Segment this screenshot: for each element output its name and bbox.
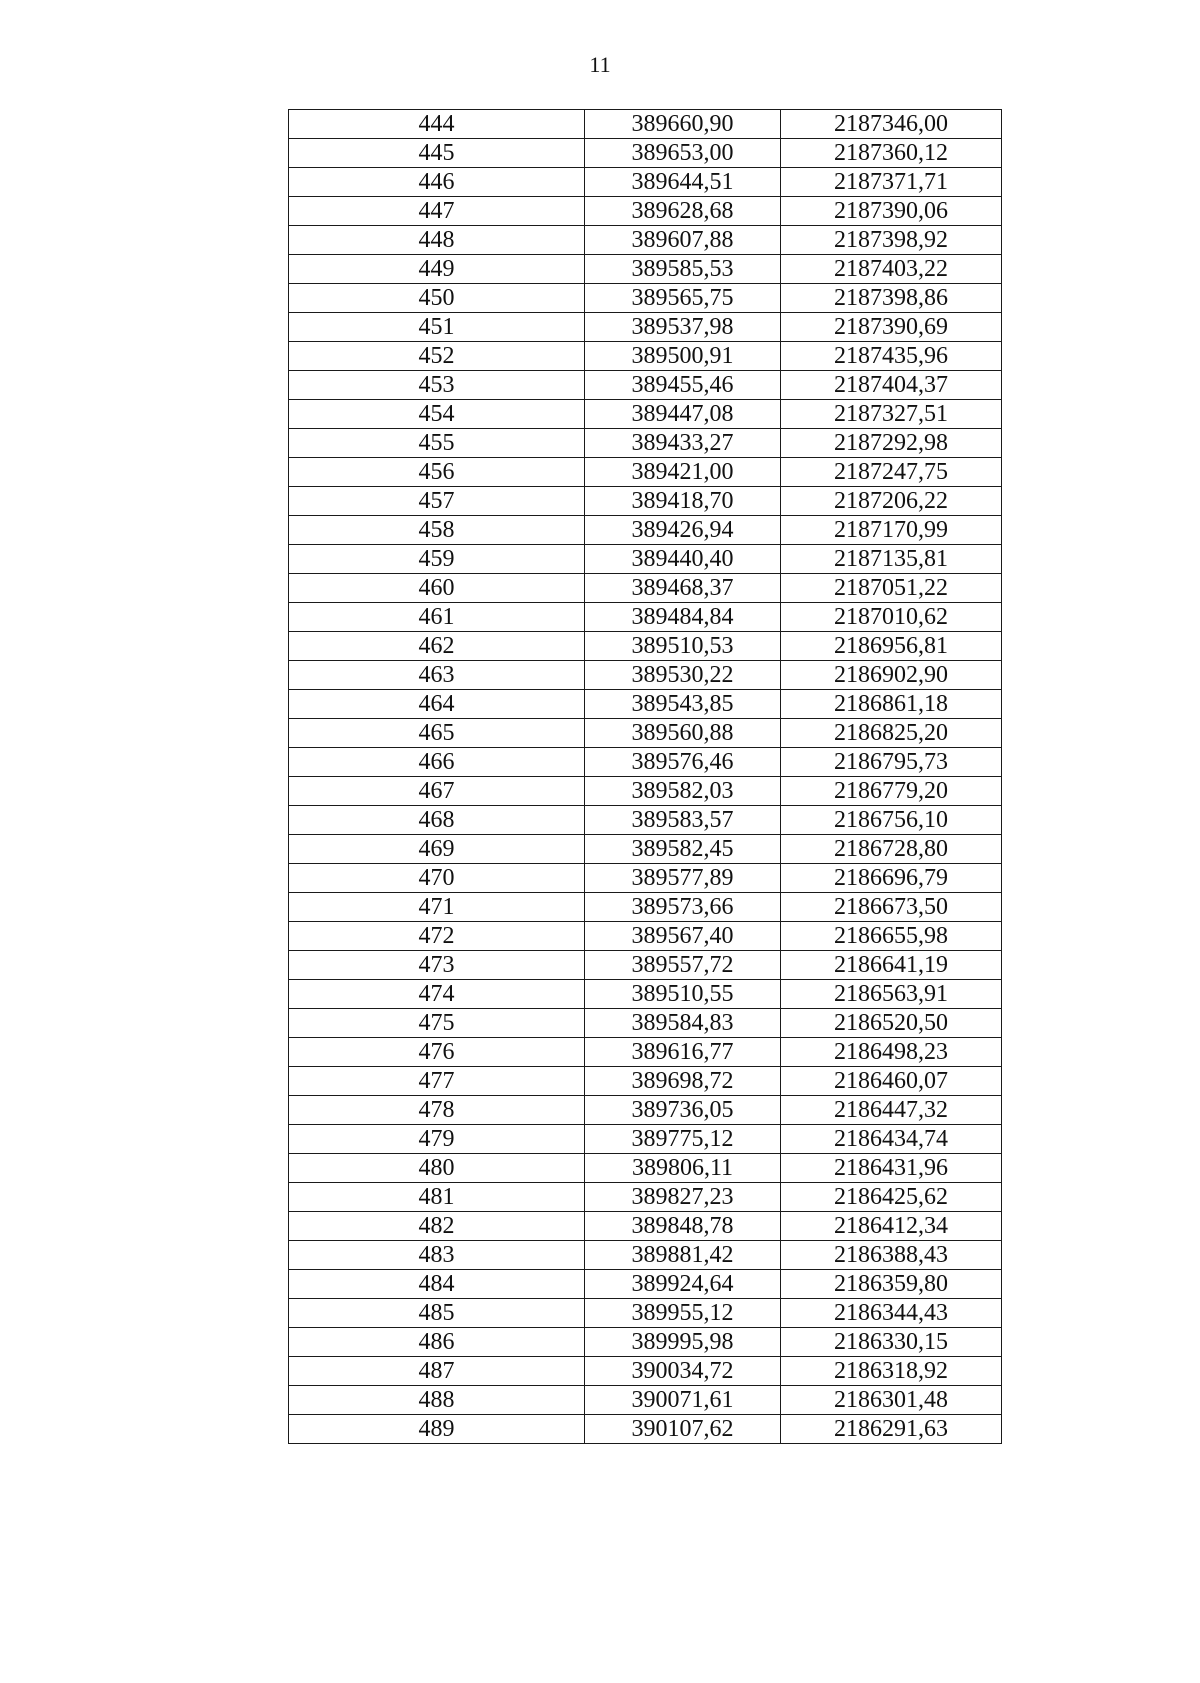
y-coordinate-cell: 2186655,98	[781, 922, 1002, 951]
point-number-cell: 478	[289, 1096, 585, 1125]
point-number-cell: 447	[289, 197, 585, 226]
y-coordinate-cell: 2187398,86	[781, 284, 1002, 313]
x-coordinate-cell: 389543,85	[585, 690, 781, 719]
point-number-cell: 474	[289, 980, 585, 1009]
x-coordinate-cell: 389510,55	[585, 980, 781, 1009]
y-coordinate-cell: 2186696,79	[781, 864, 1002, 893]
point-number-cell: 458	[289, 516, 585, 545]
x-coordinate-cell: 389848,78	[585, 1212, 781, 1241]
table-row	[289, 1154, 1002, 1183]
table-row	[289, 1386, 1002, 1415]
point-number-cell: 476	[289, 1038, 585, 1067]
y-coordinate-cell: 2186431,96	[781, 1154, 1002, 1183]
point-number-cell: 452	[289, 342, 585, 371]
table-row	[289, 893, 1002, 922]
x-coordinate-cell: 389577,89	[585, 864, 781, 893]
point-number-cell: 486	[289, 1328, 585, 1357]
x-coordinate-cell: 389447,08	[585, 400, 781, 429]
table-row	[289, 139, 1002, 168]
point-number-cell: 488	[289, 1386, 585, 1415]
table-row	[289, 516, 1002, 545]
point-number-cell: 451	[289, 313, 585, 342]
x-coordinate-cell: 389644,51	[585, 168, 781, 197]
point-number-cell: 456	[289, 458, 585, 487]
table-row	[289, 313, 1002, 342]
point-number-cell: 457	[289, 487, 585, 516]
table-row	[289, 661, 1002, 690]
table-row	[289, 748, 1002, 777]
x-coordinate-cell: 389433,27	[585, 429, 781, 458]
x-coordinate-cell: 389565,75	[585, 284, 781, 313]
y-coordinate-cell: 2186563,91	[781, 980, 1002, 1009]
table-row	[289, 719, 1002, 748]
point-number-cell: 450	[289, 284, 585, 313]
y-coordinate-cell: 2186301,48	[781, 1386, 1002, 1415]
table-row	[289, 980, 1002, 1009]
table-row	[289, 1415, 1002, 1444]
y-coordinate-cell: 2187170,99	[781, 516, 1002, 545]
y-coordinate-cell: 2186756,10	[781, 806, 1002, 835]
point-number-cell: 455	[289, 429, 585, 458]
table-row	[289, 400, 1002, 429]
x-coordinate-cell: 389995,98	[585, 1328, 781, 1357]
table-row	[289, 226, 1002, 255]
table-row	[289, 255, 1002, 284]
x-coordinate-cell: 390071,61	[585, 1386, 781, 1415]
table-row	[289, 284, 1002, 313]
x-coordinate-cell: 389560,88	[585, 719, 781, 748]
point-number-cell: 480	[289, 1154, 585, 1183]
y-coordinate-cell: 2187206,22	[781, 487, 1002, 516]
x-coordinate-cell: 389557,72	[585, 951, 781, 980]
x-coordinate-cell: 389582,45	[585, 835, 781, 864]
y-coordinate-cell: 2186412,34	[781, 1212, 1002, 1241]
x-coordinate-cell: 389584,83	[585, 1009, 781, 1038]
table-row	[289, 545, 1002, 574]
table-row	[289, 487, 1002, 516]
x-coordinate-cell: 389468,37	[585, 574, 781, 603]
y-coordinate-cell: 2187403,22	[781, 255, 1002, 284]
x-coordinate-cell: 389881,42	[585, 1241, 781, 1270]
point-number-cell: 472	[289, 922, 585, 951]
x-coordinate-cell: 389573,66	[585, 893, 781, 922]
x-coordinate-cell: 389583,57	[585, 806, 781, 835]
y-coordinate-cell: 2186779,20	[781, 777, 1002, 806]
x-coordinate-cell: 389537,98	[585, 313, 781, 342]
point-number-cell: 485	[289, 1299, 585, 1328]
y-coordinate-cell: 2187371,71	[781, 168, 1002, 197]
y-coordinate-cell: 2186344,43	[781, 1299, 1002, 1328]
x-coordinate-cell: 389736,05	[585, 1096, 781, 1125]
point-number-cell: 461	[289, 603, 585, 632]
coordinates-table	[288, 109, 1002, 1444]
y-coordinate-cell: 2186728,80	[781, 835, 1002, 864]
x-coordinate-cell: 390107,62	[585, 1415, 781, 1444]
y-coordinate-cell: 2187327,51	[781, 400, 1002, 429]
y-coordinate-cell: 2186330,15	[781, 1328, 1002, 1357]
point-number-cell: 481	[289, 1183, 585, 1212]
table-row	[289, 371, 1002, 400]
table-row	[289, 806, 1002, 835]
point-number-cell: 446	[289, 168, 585, 197]
y-coordinate-cell: 2186318,92	[781, 1357, 1002, 1386]
point-number-cell: 489	[289, 1415, 585, 1444]
point-number-cell: 444	[289, 110, 585, 139]
y-coordinate-cell: 2186956,81	[781, 632, 1002, 661]
table-row	[289, 1328, 1002, 1357]
y-coordinate-cell: 2186447,32	[781, 1096, 1002, 1125]
coordinates-table-body	[289, 110, 1002, 1444]
table-row	[289, 197, 1002, 226]
point-number-cell: 475	[289, 1009, 585, 1038]
y-coordinate-cell: 2187247,75	[781, 458, 1002, 487]
x-coordinate-cell: 389582,03	[585, 777, 781, 806]
table-row	[289, 1009, 1002, 1038]
x-coordinate-cell: 390034,72	[585, 1357, 781, 1386]
table-row	[289, 1096, 1002, 1125]
y-coordinate-cell: 2186388,43	[781, 1241, 1002, 1270]
y-coordinate-cell: 2186434,74	[781, 1125, 1002, 1154]
point-number-cell: 483	[289, 1241, 585, 1270]
x-coordinate-cell: 389827,23	[585, 1183, 781, 1212]
y-coordinate-cell: 2187435,96	[781, 342, 1002, 371]
x-coordinate-cell: 389576,46	[585, 748, 781, 777]
y-coordinate-cell: 2186460,07	[781, 1067, 1002, 1096]
x-coordinate-cell: 389567,40	[585, 922, 781, 951]
point-number-cell: 466	[289, 748, 585, 777]
x-coordinate-cell: 389660,90	[585, 110, 781, 139]
point-number-cell: 449	[289, 255, 585, 284]
table-row	[289, 1067, 1002, 1096]
x-coordinate-cell: 389585,53	[585, 255, 781, 284]
x-coordinate-cell: 389530,22	[585, 661, 781, 690]
point-number-cell: 479	[289, 1125, 585, 1154]
x-coordinate-cell: 389628,68	[585, 197, 781, 226]
y-coordinate-cell: 2187390,06	[781, 197, 1002, 226]
y-coordinate-cell: 2187360,12	[781, 139, 1002, 168]
page-number: 11	[589, 52, 611, 77]
table-row	[289, 458, 1002, 487]
point-number-cell: 482	[289, 1212, 585, 1241]
table-row	[289, 1183, 1002, 1212]
y-coordinate-cell: 2186425,62	[781, 1183, 1002, 1212]
table-row	[289, 603, 1002, 632]
x-coordinate-cell: 389607,88	[585, 226, 781, 255]
point-number-cell: 445	[289, 139, 585, 168]
y-coordinate-cell: 2186902,90	[781, 661, 1002, 690]
table-row	[289, 429, 1002, 458]
x-coordinate-cell: 389440,40	[585, 545, 781, 574]
y-coordinate-cell: 2187390,69	[781, 313, 1002, 342]
y-coordinate-cell: 2187404,37	[781, 371, 1002, 400]
point-number-cell: 471	[289, 893, 585, 922]
y-coordinate-cell: 2186641,19	[781, 951, 1002, 980]
y-coordinate-cell: 2187051,22	[781, 574, 1002, 603]
point-number-cell: 453	[289, 371, 585, 400]
x-coordinate-cell: 389955,12	[585, 1299, 781, 1328]
table-row	[289, 1038, 1002, 1067]
y-coordinate-cell: 2186359,80	[781, 1270, 1002, 1299]
point-number-cell: 459	[289, 545, 585, 574]
table-row	[289, 1212, 1002, 1241]
table-row	[289, 1299, 1002, 1328]
x-coordinate-cell: 389500,91	[585, 342, 781, 371]
x-coordinate-cell: 389510,53	[585, 632, 781, 661]
y-coordinate-cell: 2187010,62	[781, 603, 1002, 632]
table-row	[289, 864, 1002, 893]
point-number-cell: 463	[289, 661, 585, 690]
table-row	[289, 1270, 1002, 1299]
point-number-cell: 477	[289, 1067, 585, 1096]
y-coordinate-cell: 2186291,63	[781, 1415, 1002, 1444]
point-number-cell: 470	[289, 864, 585, 893]
y-coordinate-cell: 2187292,98	[781, 429, 1002, 458]
y-coordinate-cell: 2186498,23	[781, 1038, 1002, 1067]
x-coordinate-cell: 389455,46	[585, 371, 781, 400]
table-row	[289, 574, 1002, 603]
table-row	[289, 1241, 1002, 1270]
x-coordinate-cell: 389806,11	[585, 1154, 781, 1183]
y-coordinate-cell: 2186520,50	[781, 1009, 1002, 1038]
point-number-cell: 473	[289, 951, 585, 980]
x-coordinate-cell: 389421,00	[585, 458, 781, 487]
point-number-cell: 487	[289, 1357, 585, 1386]
table-row	[289, 777, 1002, 806]
x-coordinate-cell: 389653,00	[585, 139, 781, 168]
table-row	[289, 1125, 1002, 1154]
x-coordinate-cell: 389924,64	[585, 1270, 781, 1299]
point-number-cell: 460	[289, 574, 585, 603]
point-number-cell: 469	[289, 835, 585, 864]
table-row	[289, 632, 1002, 661]
y-coordinate-cell: 2187135,81	[781, 545, 1002, 574]
table-row	[289, 690, 1002, 719]
x-coordinate-cell: 389775,12	[585, 1125, 781, 1154]
x-coordinate-cell: 389418,70	[585, 487, 781, 516]
x-coordinate-cell: 389616,77	[585, 1038, 781, 1067]
y-coordinate-cell: 2186825,20	[781, 719, 1002, 748]
x-coordinate-cell: 389484,84	[585, 603, 781, 632]
point-number-cell: 484	[289, 1270, 585, 1299]
point-number-cell: 468	[289, 806, 585, 835]
point-number-cell: 467	[289, 777, 585, 806]
y-coordinate-cell: 2186673,50	[781, 893, 1002, 922]
point-number-cell: 462	[289, 632, 585, 661]
table-row	[289, 168, 1002, 197]
y-coordinate-cell: 2186861,18	[781, 690, 1002, 719]
table-row	[289, 110, 1002, 139]
x-coordinate-cell: 389698,72	[585, 1067, 781, 1096]
table-row	[289, 342, 1002, 371]
table-row	[289, 951, 1002, 980]
point-number-cell: 454	[289, 400, 585, 429]
table-row	[289, 1357, 1002, 1386]
point-number-cell: 465	[289, 719, 585, 748]
x-coordinate-cell: 389426,94	[585, 516, 781, 545]
table-row	[289, 922, 1002, 951]
y-coordinate-cell: 2186795,73	[781, 748, 1002, 777]
point-number-cell: 464	[289, 690, 585, 719]
y-coordinate-cell: 2187398,92	[781, 226, 1002, 255]
table-row	[289, 835, 1002, 864]
y-coordinate-cell: 2187346,00	[781, 110, 1002, 139]
point-number-cell: 448	[289, 226, 585, 255]
